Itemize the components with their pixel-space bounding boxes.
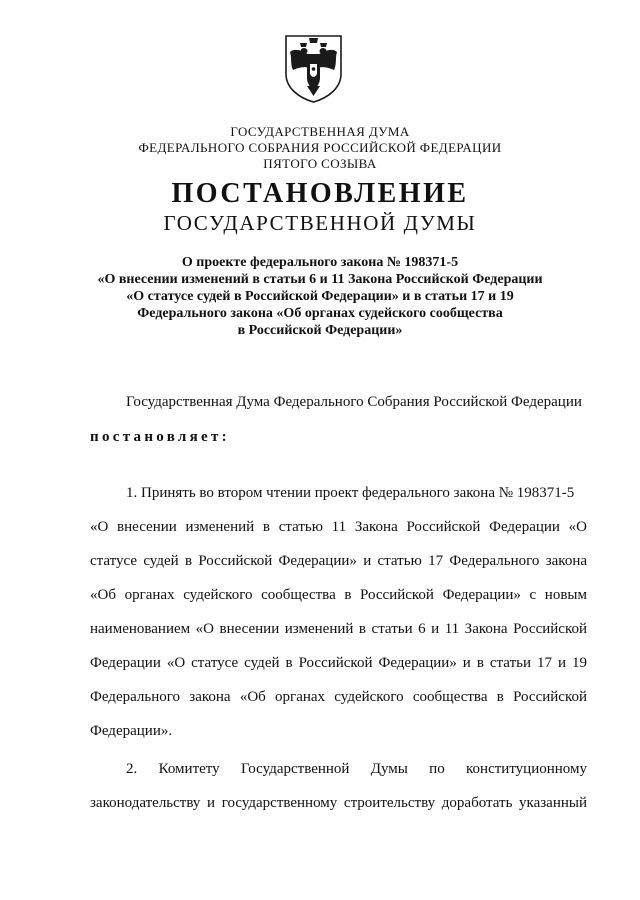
subject-line: Федерального закона «Об органах судейского сообщества	[137, 306, 503, 321]
paragraph-line: Федерации».	[90, 723, 173, 739]
document-title: ПОСТАНОВЛЕНИЕ	[171, 178, 469, 209]
header-line-convocation: ПЯТОГО СОЗЫВА	[263, 156, 377, 171]
header-line-duma: ГОСУДАРСТВЕННАЯ ДУМА	[230, 124, 410, 139]
intro-paragraph: Государственная Дума Федерального Собрания Российской Федерации	[126, 394, 582, 410]
decree-word: постановляет:	[90, 429, 230, 445]
paragraph-line: 1. Принять во втором чтении проект федерального закона № 198371-5	[126, 485, 575, 501]
issuer-header	[0, 124, 640, 172]
paragraph-line: «Об органах судейского сообщества в Российской Федерации» с новым	[90, 587, 587, 603]
document-subtitle: ГОСУДАРСТВЕННОЙ ДУМЫ	[163, 211, 477, 235]
paragraph-line: статусе судей в Российской Федерации» и статью 17 Федерального закона	[90, 553, 587, 569]
paragraph-2	[90, 759, 587, 827]
paragraph-line: наименованием «О внесении изменений в статьи 6 и 11 Закона Российской	[90, 621, 587, 637]
subject-line: О проекте федерального закона № 198371-5	[181, 255, 459, 270]
header-line-assembly: ФЕДЕРАЛЬНОГО СОБРАНИЯ РОССИЙСКОЙ ФЕДЕРАЦИИ	[138, 140, 502, 155]
subject-line: «О внесении изменений в статьи 6 и 11 Закона Российской Федерации	[97, 272, 543, 287]
paragraph-1	[90, 483, 587, 755]
paragraph-line: 2. Комитету Государственной Думы по конституционному	[126, 761, 587, 777]
subject-line: в Российской Федерации»	[237, 323, 403, 338]
paragraph-line: законодательству и государственному строительству доработать указанный	[90, 795, 587, 811]
paragraph-line: Федерации «О статусе судей в Российской Федерации» и в статьи 17 и 19	[90, 655, 587, 671]
paragraph-line: Федерального закона «Об органах судейского сообщества в Российской	[90, 689, 587, 705]
paragraph-line: «О внесении изменений в статью 11 Закона Российской Федерации «О	[90, 519, 587, 535]
document-subject	[0, 254, 640, 339]
subject-line: «О статусе судей в Российской Федерации» и в статьи 17 и 19	[126, 289, 514, 304]
double-headed-eagle-icon	[276, 30, 351, 106]
